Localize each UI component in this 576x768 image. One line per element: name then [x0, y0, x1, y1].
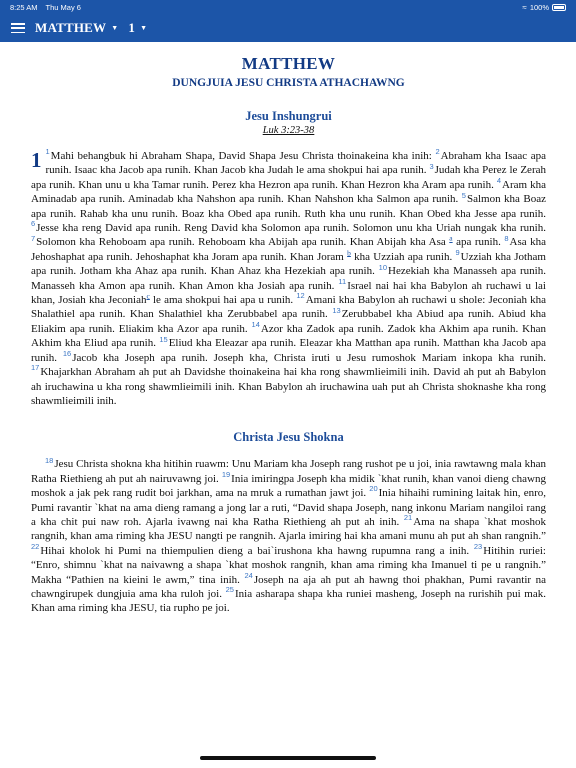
- verse-text: Mahi behangbuk hi Abraham Shapa, David Shapa Jesu Christa thoinakeina kha inih:: [50, 150, 436, 162]
- verse-number[interactable]: 18: [45, 455, 54, 465]
- verse-text: Zerubbabel kha Abiud apa runih. Abiud kha Eliakim apa runih. Eliakim kha Azor apa runih.: [31, 308, 546, 335]
- verse-number[interactable]: 24: [244, 570, 253, 580]
- verse-text: Hihai kholok hi Pumi na thiempulien dieng a bai`irushona kha hawng rupumna rang a inih.: [40, 544, 474, 557]
- verse-text: Inia imiringpa Joseph kha midik `khat runih, khan vanoi dieng chawng moshok a jak pek rang rudit boi jarkhan, ama na mruk a rumathan jawt joi.: [31, 472, 546, 500]
- verse-text: Hitihin ruriei: “Enro, shimnu `khat na naivawng a shapa `khat moshok rangnih, khan ama riming kha Imanuel ti pe u rangnih.” Makha “Pathien na kieini le awm,” tina inih.: [31, 544, 546, 586]
- verse-text: le ama shokpui hai apa u runih.: [149, 294, 297, 307]
- verse-number[interactable]: 9: [455, 248, 460, 258]
- verse-text: Jacob kha Joseph apa runih. Joseph kha, Christa iruti u Jesu rumoshok Mariam inkopa kha runih.: [72, 351, 546, 364]
- battery-percent: 100%: [529, 2, 549, 12]
- verse-text: Aram kha Aminadab apa runih. Aminadab kha Nahshon apa runih. Khan Nahshon kha Salmon apa runih.: [31, 178, 546, 206]
- verse-number[interactable]: 3: [429, 161, 434, 171]
- chapter-content[interactable]: [31, 54, 546, 616]
- verse-text: Abraham kha Isaac apa runih. Isaac kha Jacob apa runih. Khan Jacob kha Judah le ama shokpui hai apa runih.: [45, 150, 547, 177]
- section-heading: Jesu Inshungrui: [245, 109, 332, 123]
- verse-number[interactable]: 6: [31, 219, 36, 229]
- verse-number[interactable]: 7: [31, 233, 36, 243]
- verse-number[interactable]: 21: [403, 513, 413, 523]
- book-subtitle: DUNGJUIA JESU CHRISTA ATHACHAWNG: [172, 77, 405, 89]
- chapter-number: 1: [31, 148, 42, 172]
- verse-paragraph: [31, 457, 546, 615]
- chapter-selector-label: 1: [128, 20, 136, 35]
- verse-text: Jesu Christa shokna kha hitihin ruawm: Unu Mariam kha Joseph rang rushot pe u joi, inia rawtawng mala khan Ratha Riethieng ah put ah nairuvawng joi.: [31, 458, 546, 485]
- status-date: Thu May 6: [45, 2, 81, 12]
- home-indicator[interactable]: [200, 756, 376, 760]
- footnote-link[interactable]: b: [347, 248, 351, 258]
- verse-number[interactable]: 25: [225, 585, 234, 595]
- verse-number[interactable]: 16: [62, 349, 72, 359]
- cross-reference-link[interactable]: Luk 3:23-38: [262, 125, 315, 136]
- verse-text: Hezekiah kha Manasseh apa runih. Manasseh kha Amon apa runih. Khan Amon kha Josiah apa runih.: [31, 265, 546, 292]
- verse-text: apa runih.: [452, 236, 505, 249]
- verse-number[interactable]: 23: [473, 542, 483, 552]
- book-selector-label: MATTHEW: [35, 20, 107, 35]
- status-time: 8:25 AM: [10, 2, 38, 12]
- verse-text: Inia asharapa shapa kha runiei masheng, Joseph na rurishih pui mak. Khan ama riming kha JESU, tia rupho pe joi.: [31, 587, 546, 615]
- book-selector-button[interactable]: [35, 20, 118, 36]
- verse-number[interactable]: 5: [461, 190, 466, 200]
- chapter-selector-button[interactable]: [128, 20, 147, 36]
- verse-text: Uzziah kha Jotham apa runih. Jotham kha Ahaz apa runih. Khan Ahaz kha Hezekiah apa runih.: [31, 250, 546, 278]
- verse-text: Eliud kha Eleazar apa runih. Eleazar kha Matthan apa runih. Matthan kha Jacob apa runih.: [31, 337, 546, 364]
- verse-number[interactable]: 4: [496, 176, 502, 186]
- verse-number[interactable]: 10: [378, 262, 388, 272]
- verse-text: Israel nai hai kha Babylon ah ruchawi u lai khan, Josiah kha Jeconiah: [31, 279, 546, 307]
- verse-text: Solomon kha Rehoboam apa runih. Rehoboam kha Abijah apa runih. Khan Abijah kha Asa: [36, 236, 450, 249]
- verse-number[interactable]: 15: [159, 334, 168, 344]
- verse-text: Azor kha Zadok apa runih. Zadok kha Akhim apa runih. Khan Akhim kha Eliud apa runih.: [31, 322, 546, 350]
- verse-paragraph: [31, 149, 546, 408]
- book-title: MATTHEW: [241, 54, 336, 73]
- verse-text: Joseph na aja ah put ah hawng thoi phakhan, Pumi ravantir na chawngirupek dungjuia ama kha ruloh joi.: [31, 573, 546, 600]
- verse-text: kha Uzziah apa runih.: [350, 250, 456, 263]
- verse-number[interactable]: 11: [338, 277, 347, 286]
- verse-text: Ama na shapa `khat moshok rangnih, khan ama riming kha JESU nangti pe rangnih. Ajarla imiring hai kha amani munu ah put ah shan rangnih.”: [31, 515, 546, 543]
- verse-number[interactable]: 22: [31, 542, 40, 552]
- verse-number[interactable]: 2: [435, 147, 440, 157]
- verse-number[interactable]: 19: [221, 470, 231, 480]
- footnote-link[interactable]: c: [146, 291, 150, 301]
- verse-text: Salmon kha Boaz apa runih. Rahab kha unu runih. Boaz kha Obed apa runih. Ruth kha unu runih. Khan Obed kha Jesse apa runih.: [31, 193, 546, 220]
- verse-text: Inia hihaihi rumining laitak hin, enro, Pumi ravantir `khat na ama dieng ramang a jong lar a ruti, “David shapa Joseph, nang inkonu Mariam nangiloi rang a kha chit pui naw roh. Ajarla ivawng nai kha Ratha Riethieng ah put ah inih.: [31, 487, 546, 528]
- top-navbar: [0, 14, 576, 42]
- wifi-icon: ≈: [522, 2, 527, 12]
- verse-number[interactable]: 20: [369, 484, 378, 494]
- chevron-down-icon: ▼: [111, 24, 119, 32]
- verse-number[interactable]: 17: [31, 363, 40, 373]
- footnote-link[interactable]: a: [449, 233, 453, 243]
- chevron-down-icon: ▼: [140, 24, 148, 32]
- verse-number[interactable]: 12: [296, 291, 305, 301]
- status-bar: [0, 0, 576, 14]
- verse-text: Asa kha Jehoshaphat apa runih. Jehoshaphat kha Joram apa runih. Khan Joram: [31, 236, 547, 263]
- battery-icon: [552, 4, 566, 11]
- verse-number[interactable]: 14: [251, 320, 260, 330]
- verse-number[interactable]: 8: [504, 233, 509, 243]
- verse-text: Khajarkhan Abraham ah put ah Davidshe thoinakeina hai kha rong shawmlieimili inih. David ah put ah Babylon ah iruchawina u kha rong shawmlieimili inih. Khan Babylon ah iruchawina uah put ah Christa shoknashe kha rong shawmlieimili inih.: [31, 366, 546, 407]
- verse-text: Judah kha Perez le Zerah apa runih. Khan unu u kha Tamar runih. Perez kha Hezron apa runih. Khan Hezron kha Aram apa runih.: [31, 164, 546, 191]
- verse-text: Jesse kha reng David apa runih. Reng David kha Solomon apa runih. Solomon unu kha Uriah nungak kha runih.: [36, 222, 546, 235]
- verse-number[interactable]: 1: [45, 147, 50, 157]
- section-heading: Christa Jesu Shokna: [233, 430, 344, 445]
- menu-icon[interactable]: [11, 23, 25, 33]
- verse-number[interactable]: 13: [332, 305, 341, 315]
- verse-text: Amani kha Babylon ah ruchawi u shole: Jeconiah kha Shalathiel apa runih. Khan Shalathiel kha Zerubbabel apa runih.: [31, 294, 546, 321]
